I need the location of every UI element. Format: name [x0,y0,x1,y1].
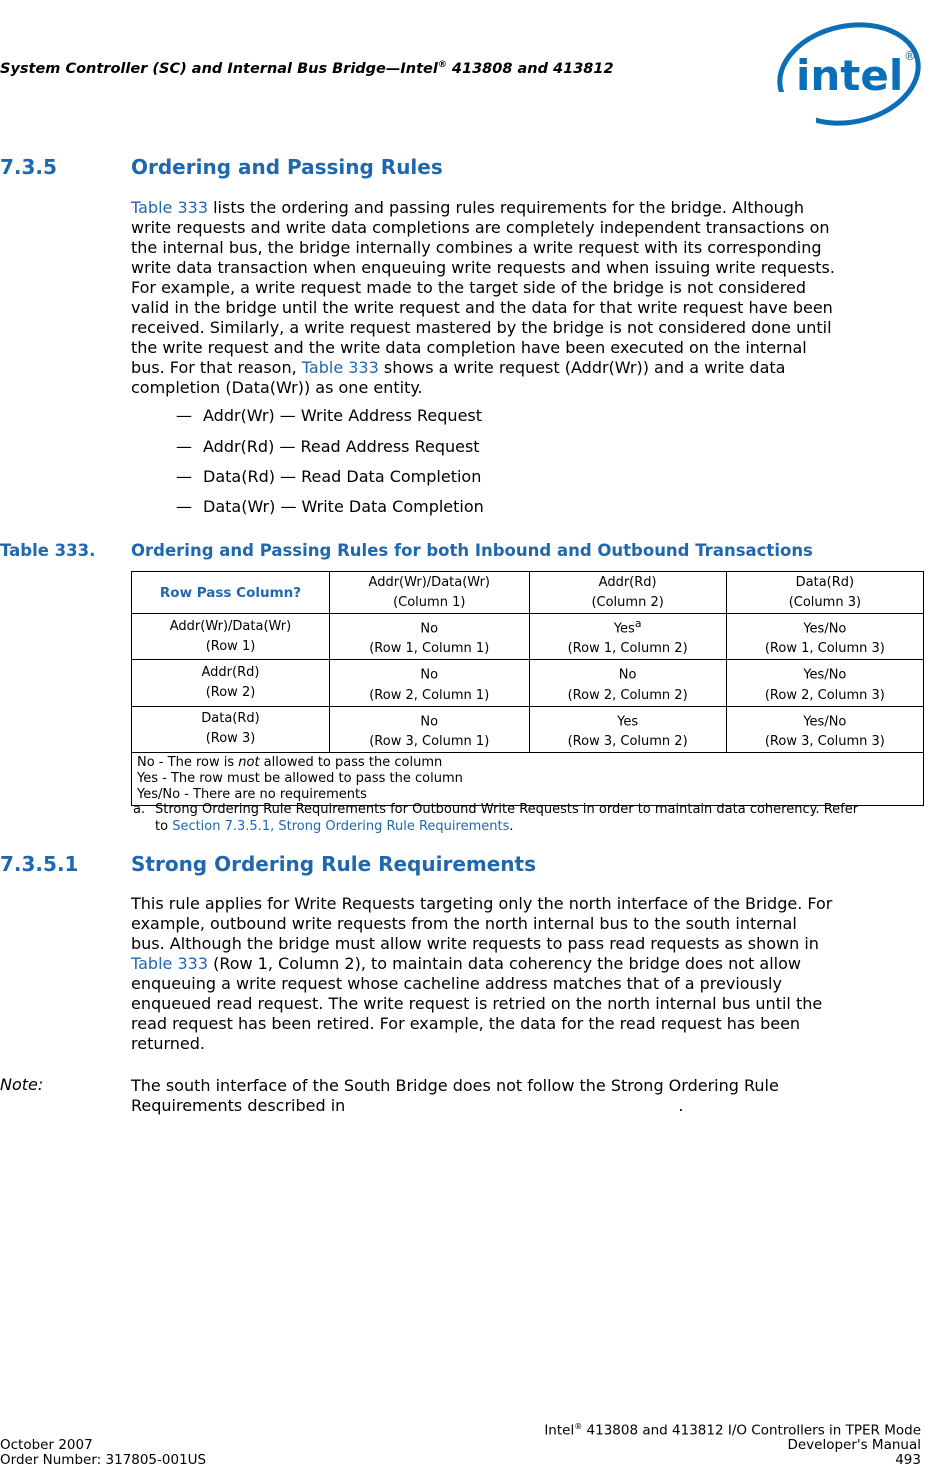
note-label: Note: [0,1075,44,1094]
table-cell [330,706,530,752]
section-number: 7.3.5 [0,155,57,179]
footnote-end: . [509,819,514,834]
cell-pos: (Row 3, Column 3) [764,733,885,749]
table-row [132,614,924,660]
intro-line: lists the ordering and passing rules requirements for the bridge. Although [208,198,805,217]
bullet-dash: — [176,467,192,486]
section-link[interactable]: Section 7.3.5.1, Strong Ordering Rule Requirements [172,819,510,834]
footer-manual: Developer's Manual [787,1437,921,1453]
section-title: Ordering and Passing Rules [131,155,443,179]
footer-order-number: Order Number: 317805-001US [0,1452,207,1468]
table-cell [529,706,726,752]
bullet-text: Data(Rd) — Read Data Completion [203,467,482,486]
cell-value: No [420,621,439,637]
intro-line: the internal bus, the bridge internally combines a write request with its corresponding [131,238,822,257]
intro-paragraph [131,198,921,398]
legend-text: No - The row is [137,754,239,770]
cell-value: No [420,667,439,683]
bullet-dash: — [176,406,192,425]
table-legend [132,752,924,805]
footnote-to: to [155,819,173,834]
bullet-item [176,497,484,516]
intro-line: received. Similarly, a write request mastered by the bridge is not considered done until [131,318,832,337]
footnote-ref[interactable]: a [634,617,642,630]
table-title: Ordering and Passing Rules for both Inbound and Outbound Transactions [131,541,813,560]
para-line: read request has been retired. For example, the data for the read request has been [131,1014,801,1033]
note-text [131,1076,921,1116]
row-name: Data(Rd) [201,711,260,727]
cell-pos: (Row 1, Column 3) [764,641,885,657]
bullet-item [176,406,482,425]
column-name: Addr(Rd) [598,574,657,590]
footer-reg: ® [574,1422,583,1431]
running-header-reg: ® [437,60,447,70]
table-link[interactable]: Table 333 [131,198,208,217]
column-sub: (Column 2) [591,594,664,610]
table-cell [726,614,923,660]
cell-value: Yes/No [803,713,847,729]
cell-pos: (Row 1, Column 2) [567,641,688,657]
legend-text: Yes/No - There are no requirements [137,786,367,802]
running-header-prefix: System Controller (SC) and Internal Bus Bridge—Intel [0,60,438,77]
table-cell [529,614,726,660]
intro-line: bus. For that reason, [131,358,302,377]
table-cell [529,660,726,706]
intro-line: write requests and write data completions are completely independent transactions on [131,218,830,237]
note-line: The south interface of the South Bridge does not follow the Strong Ordering Rule [131,1076,779,1095]
legend-row [132,752,924,805]
intro-line: write data transaction when enqueuing write requests and when issuing write requests. [131,258,835,277]
footer-text: 413808 and 413812 I/O Controllers in TPER Mode [582,1422,921,1439]
table-label: Table 333. [0,541,96,560]
cell-pos: (Row 2, Column 3) [764,687,885,703]
footnote-text: Strong Ordering Rule Requirements for Outbound Write Requests in order to maintain data coherency. Refer [155,802,859,817]
intro-line: the write request and the write data completion have been executed on the internal [131,338,807,357]
bullet-text: Addr(Rd) — Read Address Request [203,437,480,456]
cell-value: Yes/No [803,667,847,683]
row-name: Addr(Wr)/Data(Wr) [169,618,292,634]
row-header [132,706,330,752]
para-line: returned. [131,1034,206,1053]
cell-value: No [618,667,637,683]
bullet-dash: — [176,497,192,516]
intro-line: completion (Data(Wr)) as one entity. [131,378,423,397]
bullet-item [176,467,481,486]
cell-pos: (Row 2, Column 2) [567,687,688,703]
corner-cell: Row Pass Column? [132,572,330,614]
page-number: 493 [895,1452,921,1468]
bullet-item [176,437,480,456]
table-caption [0,541,930,560]
para-line: example, outbound write requests from the north internal bus to the south internal [131,914,797,933]
bullet-dash: — [176,437,192,456]
cell-value: Yes [613,621,635,637]
row-sub: (Row 3) [205,731,256,747]
footer-text: Intel [544,1422,575,1439]
cell-pos: (Row 2, Column 1) [369,687,490,703]
intel-logo [776,22,922,126]
bullet-text: Data(Wr) — Write Data Completion [203,497,484,516]
note-end: . [678,1096,684,1115]
para-line: (Row 1, Column 2), to maintain data coherency the bridge does not allow [208,954,801,973]
legend-text: Yes - The row must be allowed to pass the column [137,770,463,786]
cell-value: Yes/No [803,621,847,637]
row-header [132,614,330,660]
subsection-number: 7.3.5.1 [0,852,79,876]
intro-line: For example, a write request made to the target side of the bridge is not considered [131,278,806,297]
cell-pos: (Row 3, Column 1) [369,733,490,749]
note-line: Requirements described in [131,1096,346,1115]
cell-value: Yes [617,713,639,729]
table-cell [726,706,923,752]
table-link[interactable]: Table 333 [301,358,379,377]
table-header-row [132,572,924,614]
para-line: This rule applies for Write Requests targeting only the north interface of the Bridge. For [131,894,833,913]
cell-pos: (Row 3, Column 2) [567,733,688,749]
row-header [132,660,330,706]
intro-line: valid in the bridge until the write request and the data for that write request have been [131,298,833,317]
legend-text: allowed to pass the column [259,754,443,770]
footnote-mark: a. [133,802,146,817]
subsection-title: Strong Ordering Rule Requirements [131,852,536,876]
running-header-suffix: 413808 and 413812 [446,60,614,77]
row-sub: (Row 1) [205,638,256,654]
column-header [726,572,923,614]
para-line: enqueuing a write request whose cacheline address matches that of a previously [131,974,782,993]
running-header [0,60,614,77]
column-sub: (Column 3) [788,594,862,610]
cell-value: No [420,713,439,729]
intel-logo-text: intel [796,51,904,100]
table-footnote [133,801,925,835]
table-row [132,706,924,752]
cell-pos: (Row 1, Column 1) [369,641,490,657]
ordering-rules-table [131,571,924,806]
bullet-text: Addr(Wr) — Write Address Request [203,406,483,425]
column-name: Data(Rd) [795,574,855,590]
footer-date: October 2007 [0,1437,93,1453]
column-header [330,572,530,614]
intel-logo-reg: ® [904,49,916,63]
footer-doc-title [544,1419,921,1439]
para-line: bus. Although the bridge must allow write requests to pass read requests as shown in [131,934,819,953]
table-cell [330,614,530,660]
column-name: Addr(Wr)/Data(Wr) [368,574,490,590]
table-cell [330,660,530,706]
legend-emphasis: not [238,754,260,770]
table-cell [726,660,923,706]
row-sub: (Row 2) [205,684,256,700]
row-name: Addr(Rd) [201,664,260,680]
column-header [529,572,726,614]
para-line: enqueued read request. The write request is retried on the north internal bus until the [131,994,823,1013]
intro-line: shows a write request (Addr(Wr)) and a write data [378,358,786,377]
table-link[interactable]: Table 333 [131,954,208,973]
column-sub: (Column 1) [393,594,466,610]
subsection-paragraph [131,894,921,1054]
table-row [132,660,924,706]
